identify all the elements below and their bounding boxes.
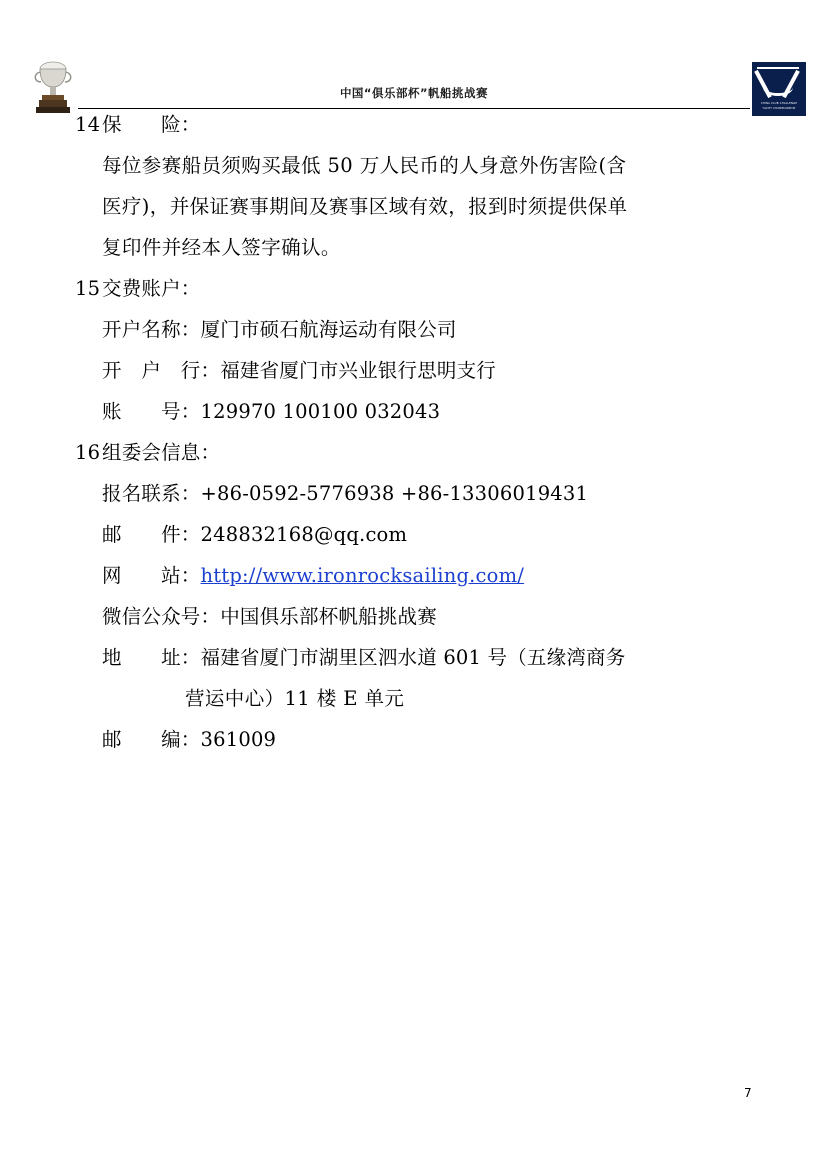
section-14-paragraph-line-3: 复印件并经本人签字确认。 <box>102 236 341 259</box>
section-heading-15 <box>0 268 827 309</box>
section-heading-14 <box>0 104 827 145</box>
section-number-14: 14 <box>75 113 101 136</box>
contact-phone-row <box>0 473 827 514</box>
contact-phone-label: 报名联系： <box>102 482 201 505</box>
bank-branch-row <box>0 350 827 391</box>
bank-number-row <box>0 391 827 432</box>
contact-wechat-row <box>0 596 827 637</box>
contact-website-label: 网 站： <box>102 564 201 587</box>
contact-phone-value: +86-0592-5776938 +86-13306019431 <box>200 482 589 505</box>
contact-email-row <box>0 514 827 555</box>
bank-number-value: 129970 100100 032043 <box>200 400 441 423</box>
bank-account-name-value: 厦门市硕石航海运动有限公司 <box>200 318 457 341</box>
crest-text-line1: CHINA CLUB CHALLENGE <box>760 102 798 105</box>
section-heading-16 <box>0 432 827 473</box>
section-14-paragraph-line-1: 每位参赛船员须购买最低 50 万人民币的人身意外伤害险(含 <box>102 154 627 177</box>
bank-branch-label: 开 户 行： <box>102 359 221 382</box>
bank-number-label: 账 号： <box>102 400 201 423</box>
contact-postcode-row <box>0 719 827 760</box>
header-title: 中国“俱乐部杯”帆船挑战赛 <box>339 86 489 100</box>
page-header <box>0 30 827 110</box>
bank-branch-value: 福建省厦门市兴业银行思明支行 <box>220 359 497 382</box>
section-title-16: 组委会信息： <box>102 441 221 464</box>
section-number-15: 15 <box>75 277 101 300</box>
contact-email-value: 248832168@qq.com <box>200 523 408 546</box>
contact-postcode-value: 361009 <box>200 728 277 751</box>
contact-address-value: 福建省厦门市湖里区泗水道 601 号（五缘湾商务 <box>200 646 626 669</box>
contact-website-row <box>0 555 827 596</box>
section-14-paragraph-line-2: 医疗)，并保证赛事期间及赛事区域有效，报到时须提供保单 <box>102 195 628 218</box>
contact-wechat-value: 中国俱乐部杯帆船挑战赛 <box>220 605 437 628</box>
section-title-15: 交费账户： <box>102 277 201 300</box>
page-number: 7 <box>744 1086 752 1100</box>
contact-address-label: 地 址： <box>102 646 201 669</box>
crest-text-line2: YACHT CHAMPIONSHIP <box>762 107 796 110</box>
website-link[interactable]: http://www.ironrocksailing.com/ <box>200 564 525 587</box>
page-content <box>0 104 827 760</box>
contact-wechat-label: 微信公众号： <box>102 605 221 628</box>
section-number-16: 16 <box>75 441 101 464</box>
contact-email-label: 邮 件： <box>102 523 201 546</box>
section-title-14: 保 险： <box>102 113 201 136</box>
contact-address-value-line2: 营运中心）11 楼 E 单元 <box>185 687 405 710</box>
contact-postcode-label: 邮 编： <box>102 728 201 751</box>
bank-account-name-label: 开户名称： <box>102 318 201 341</box>
contact-address-row <box>0 637 827 678</box>
bank-account-name-row <box>0 309 827 350</box>
